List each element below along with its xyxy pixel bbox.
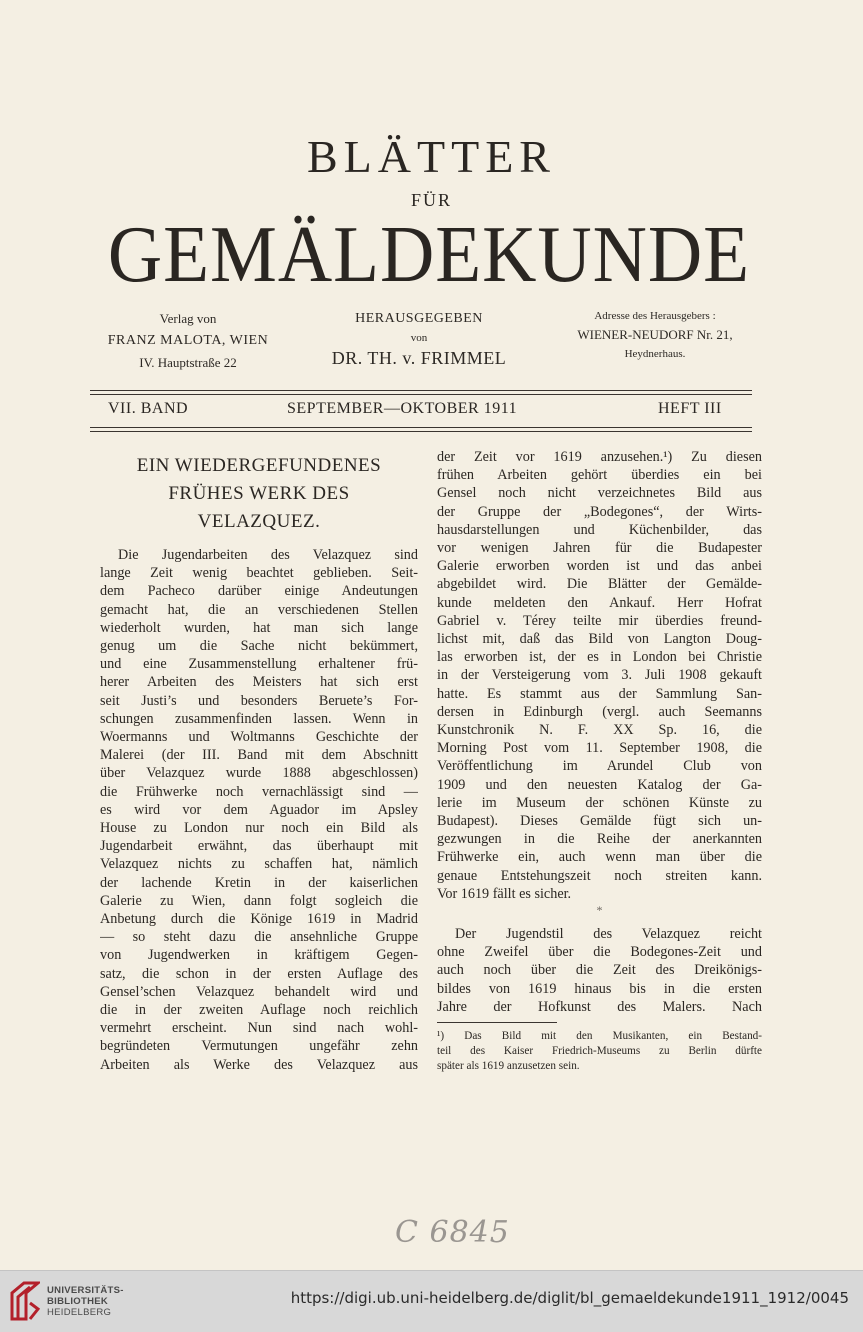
text-line: frühen Arbeiten gehört überdies ein bei (437, 467, 762, 484)
text-line: — so steht dazu die ansehnliche Gruppe (100, 929, 418, 946)
text-line: gezwungen in die Reihe der anerkannten (437, 831, 762, 848)
masthead-title-fur: FÜR (410, 190, 452, 210)
text-line: Galerie erworben worden ist und das anbei (437, 558, 762, 575)
text-line: es wird vor dem Aguador im Apsley (100, 801, 418, 818)
text-line: House zu London nur noch ein Bild als (100, 820, 418, 837)
editor-label: HERAUSGEGEBEN (355, 311, 483, 326)
text-line: schungen zusammenfinden lassen. Wenn in (100, 710, 418, 727)
issue-heft: HEFT III (658, 400, 722, 417)
article-body-left (100, 546, 418, 1074)
text-line: genug um die Sache nicht bekümmert, (100, 638, 418, 655)
text-line: lerie im Museum der schönen Künste zu (437, 794, 762, 811)
article-title: EIN WIEDERGEFUNDENES FRÜHES WERK DES VELAZQUEZ. (136, 455, 382, 532)
text-line: Jahre der Hofkunst des Malers. Nach (437, 998, 762, 1015)
text-line: Galerie zu Wien, dann folgt sogleich die (100, 892, 418, 909)
text-line: vor wenigen Jahren für die Budapester (437, 540, 762, 557)
text-line: Jugendarbeit erwähnt, das überhaupt mit (100, 838, 418, 855)
text-line: Morning Post vom 11. September 1908, die (437, 740, 762, 757)
text-line: Gabriel v. Térey teilte mir überdies freund- (437, 612, 762, 629)
editor-address-block (555, 308, 755, 362)
masthead-title-gemaeldekunde: GEMÄLDEKUNDE (107, 211, 750, 299)
text-line: die Frühwerke noch vernachlässigt sind — (100, 783, 418, 800)
header-rule-top-2 (90, 394, 752, 395)
text-line: Malerei (der III. Band mit dem Abschnitt (100, 747, 418, 764)
footnote-rule (437, 1022, 557, 1023)
article-column-right (437, 448, 762, 1074)
text-line: der Gruppe der „Bodegones“, der Wirts- (437, 503, 762, 520)
masthead-title-blatter: BLÄTTER (307, 131, 556, 182)
text-line: Budapest). Dieses Gemälde fügt sich un- (437, 813, 762, 830)
article-body-right (437, 448, 762, 903)
text-line: Anbetung durch die Könige 1619 in Madrid (100, 911, 418, 928)
editor-von: von (410, 332, 428, 344)
text-line: der Zeit vor 1619 anzusehen.¹) Zu diesen (437, 449, 762, 465)
text-line: kunde meldeten den Ankauf. Herr Hofrat (437, 594, 762, 611)
issue-band: VII. BAND (108, 400, 189, 417)
header-rule-top (90, 390, 752, 391)
editor-address-street: WIENER-NEUDORF Nr. 21, (577, 327, 733, 342)
text-line: vermehrt erscheint. Nun sind nach wohl- (100, 1020, 418, 1037)
footnote-line: später als 1619 anzusetzen sein. (437, 1060, 580, 1073)
editor-block (305, 308, 533, 370)
text-line: dem Pacheco darüber einige Andeutungen (100, 583, 418, 600)
editor-address-house: Heydnerhaus. (624, 348, 686, 360)
text-line: hausdarstellungen und Küchenbilder, das (437, 521, 762, 538)
text-line: lange Zeit wenig beachtet geblieben. Seit- (100, 565, 418, 582)
text-line: genaue Entstehungszeit noch streiten kann. (437, 867, 762, 884)
library-logo-icon (10, 1279, 40, 1323)
footnote (437, 1029, 762, 1074)
handwritten-shelfmark: C 6845 (395, 1215, 510, 1250)
text-line: die in der zweiten Auflage noch reichlich (100, 1002, 418, 1019)
issue-date: SEPTEMBER—OKTOBER 1911 (287, 400, 518, 417)
header-rule-bottom-2 (90, 431, 752, 432)
editor-address-label: Adresse des Herausgebers : (594, 310, 716, 322)
permalink-url[interactable]: https://digi.ub.uni-heidelberg.de/diglit/bl_gemaeldekunde1911_1912/0045 (290, 1289, 849, 1307)
text-line: Woermanns und Woltmanns Geschichte der (100, 729, 418, 746)
text-line: herer Arbeiten des Meisters hat sich erst (100, 674, 418, 691)
text-line: der lachende Kretin in der kaiserlichen (100, 874, 418, 891)
publisher-name: FRANZ MALOTA, WIEN (107, 333, 269, 348)
text-line: ohne Zweifel über die Bodegones-Zeit und (437, 944, 762, 961)
text-line: abgebildet wird. Die Blätter der Gemälde- (437, 576, 762, 593)
text-line: dersen in Edinburgh (vergl. auch Seemanns (437, 703, 762, 720)
text-line: von Jugendwerken in kräftigem Gegen- (100, 947, 418, 964)
text-line: las erworben ist, der es in London bei Christie (437, 649, 762, 666)
text-line: wiederholt wurden, hat man sich lange (100, 619, 418, 636)
viewer-footer (0, 1270, 863, 1332)
text-line: Gensel’schen Velazquez behandelt wird und (100, 983, 418, 1000)
publisher-block (88, 308, 288, 374)
section-separator: * (596, 903, 603, 918)
text-line: bildes von 1619 hinaus bis in die ersten (437, 980, 762, 997)
text-line: Frühwerke ein, auch wenn man über die (437, 849, 762, 866)
text-line: begründeten Vermutungen ungefähr zehn (100, 1038, 418, 1055)
text-line: Die Jugendarbeiten des Velazquez sind (118, 547, 418, 563)
footnote-line: teil des Kaiser Friedrich-Museums zu Berlin dürfte (437, 1045, 762, 1058)
text-line: hatte. Es stammt aus der Sammlung San- (437, 685, 762, 702)
text-line: in der Versteigerung vom 3. Juli 1908 gekauft (437, 667, 762, 684)
text-line: Vor 1619 fällt es sicher. (437, 885, 572, 902)
text-line: gemacht hat, die an verschiedenen Stellen (100, 601, 418, 618)
text-line: Gensel noch nicht verzeichnetes Bild aus (437, 485, 762, 502)
article-body-right-continued (437, 925, 762, 1016)
text-line: über Velazquez wurde 1888 abgeschlossen) (100, 765, 418, 782)
article-column-left (100, 452, 418, 1074)
footnote-line: ¹) Das Bild mit den Musikanten, ein Bestand- (437, 1030, 762, 1043)
text-line: seit Justi’s und besonders Beruete’s For- (100, 692, 418, 709)
text-line: Velazquez nichts zu schaffen hat, nämlich (100, 856, 418, 873)
text-line: auch noch über die Zeit des Dreikönigs- (437, 962, 762, 979)
text-line: Der Jugendstil des Velazquez reicht (455, 926, 762, 943)
text-line: Kunstchronik N. F. XX Sp. 16, die (437, 722, 762, 739)
text-line: satz, die schon in der ersten Auflage des (100, 965, 418, 982)
header-rule-bottom (90, 427, 752, 428)
publisher-address: IV. Hauptstraße 22 (139, 355, 237, 370)
text-line: und eine Zusammenstellung erhaltener frü- (100, 656, 418, 673)
publisher-label: Verlag von (159, 311, 217, 326)
library-name: UNIVERSITÄTS- BIBLIOTHEK HEIDELBERG (47, 1285, 124, 1318)
text-line: 1909 und den neuesten Katalog der Ga- (437, 776, 762, 793)
text-line: Arbeiten als Werke des Velazquez aus (100, 1056, 418, 1073)
text-line: lichst mit, daß das Bild von Langton Doug- (437, 631, 762, 648)
text-line: Veröffentlichung im Arundel Club von (437, 758, 762, 775)
editor-name: DR. TH. v. FRIMMEL (331, 348, 507, 368)
